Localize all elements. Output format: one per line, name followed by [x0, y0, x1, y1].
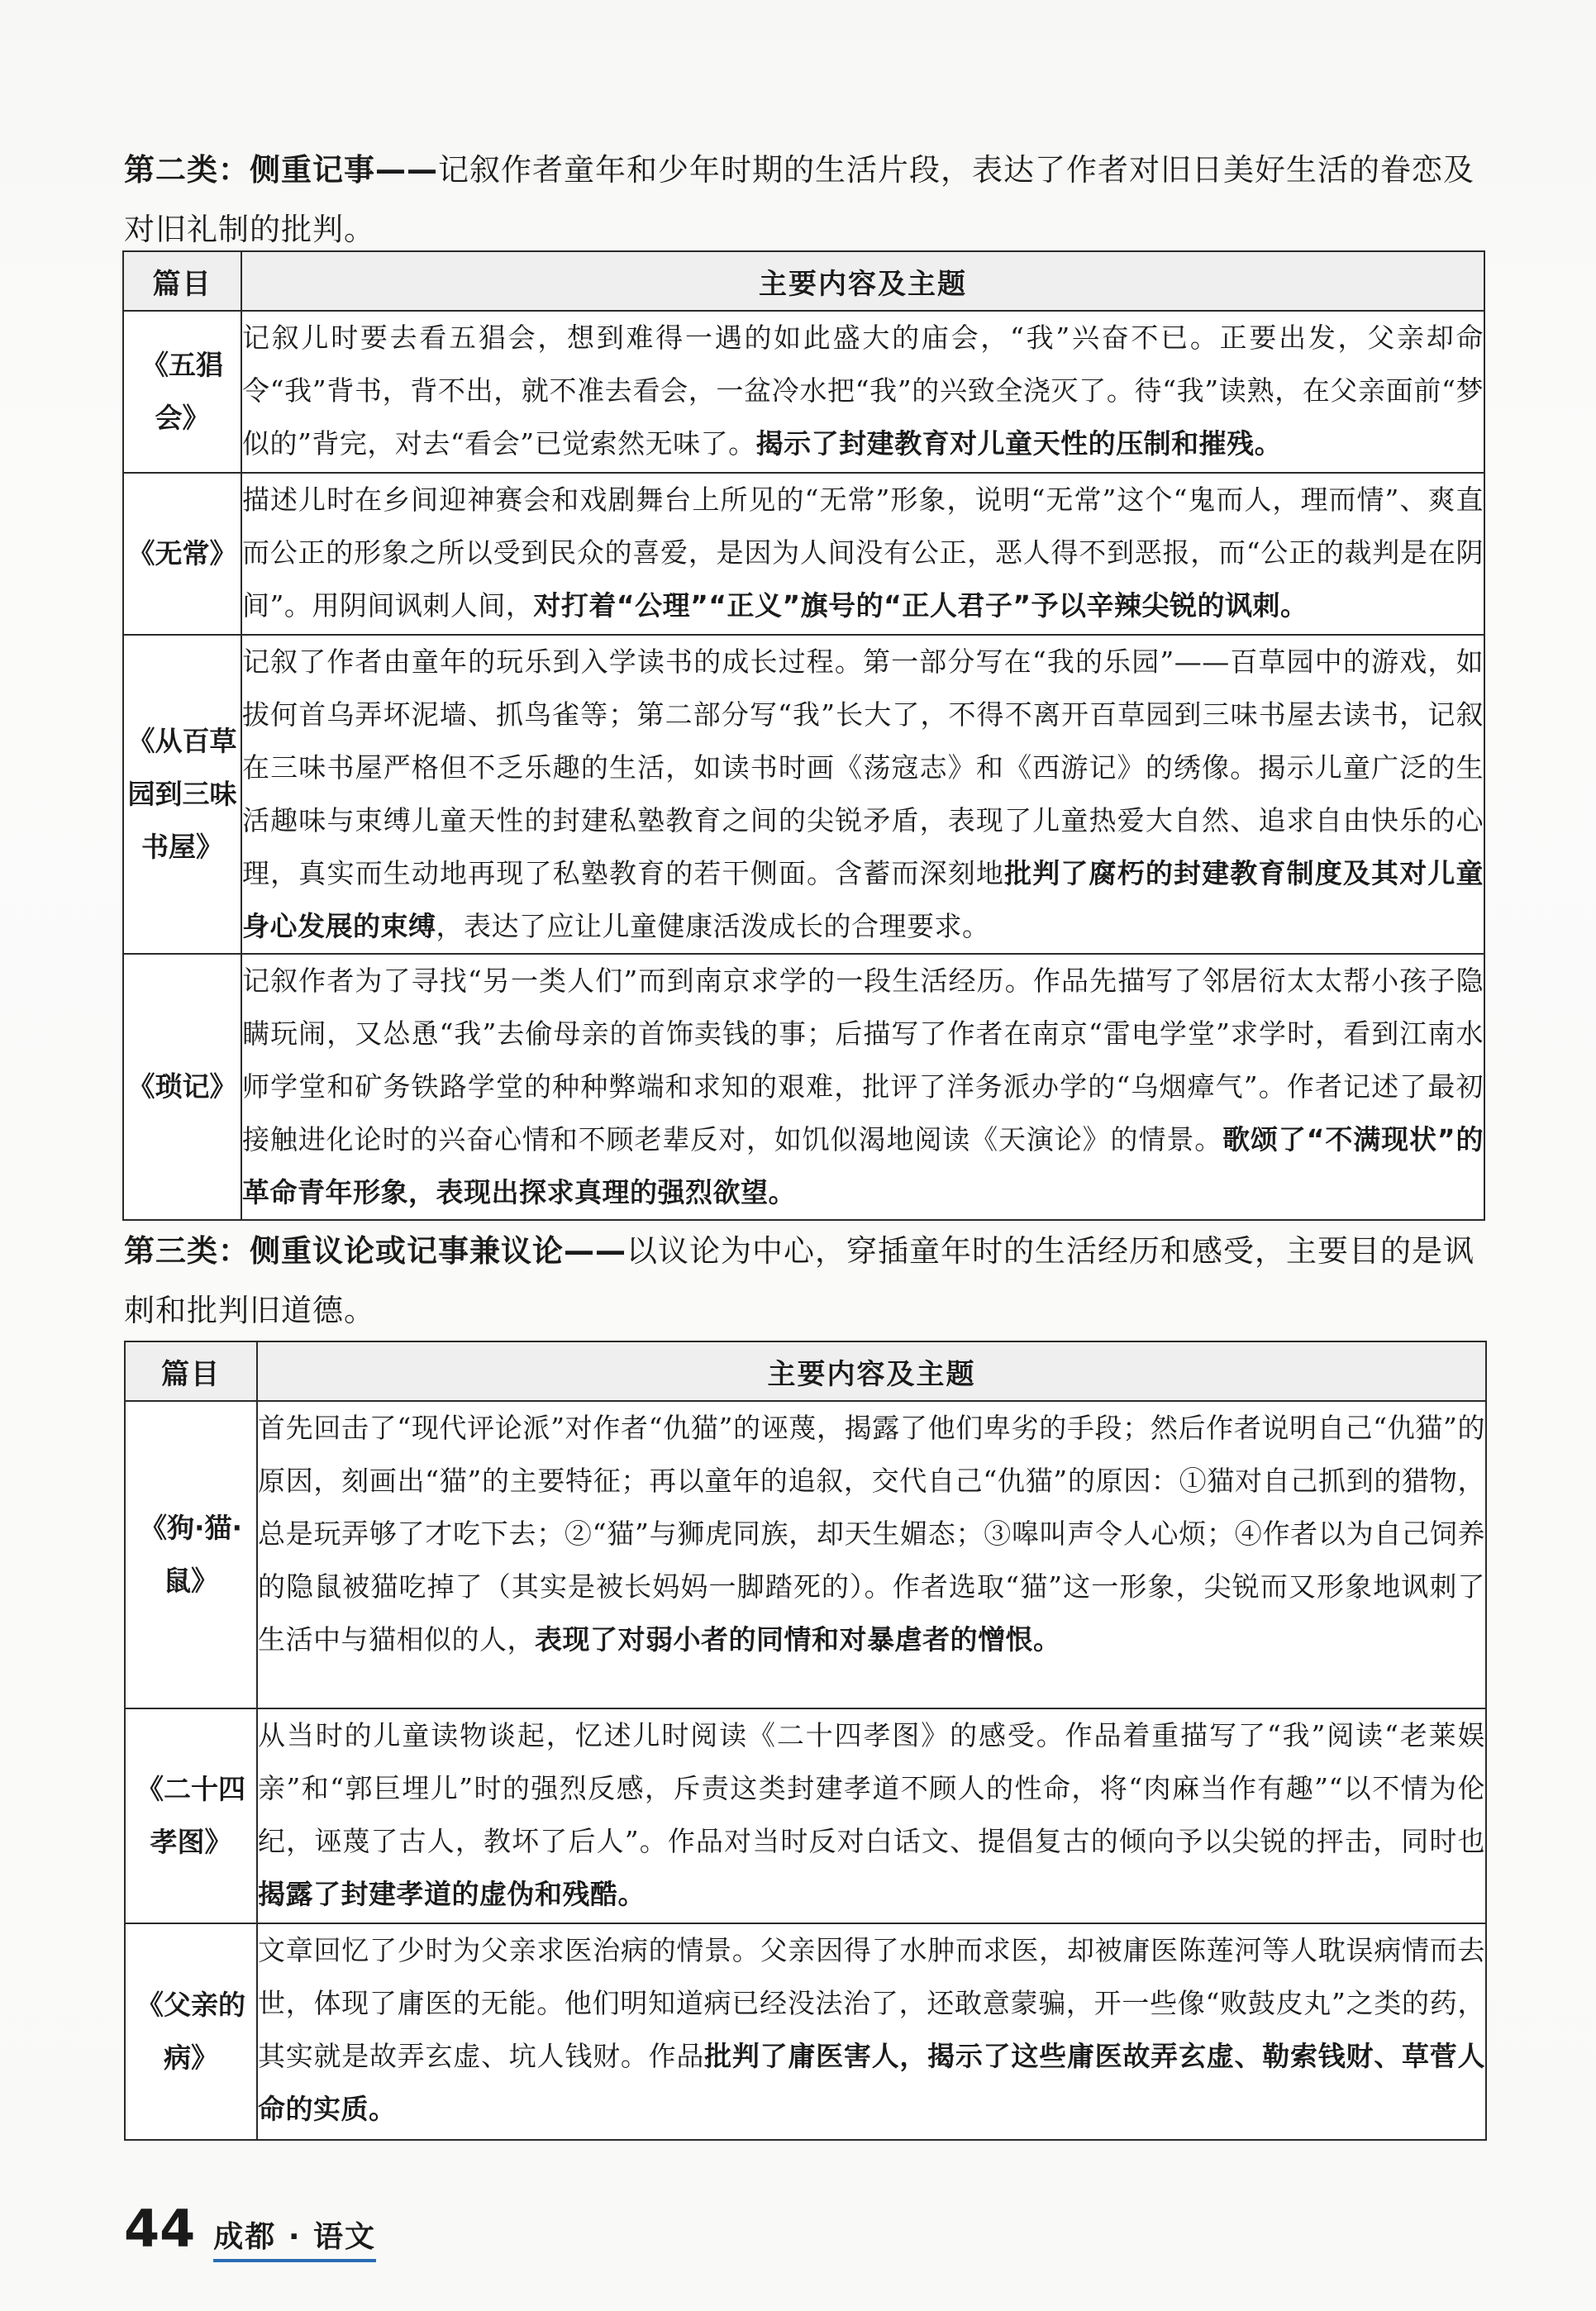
section2-desc: 记叙作者童年和少年时期的生活片段，表达了作者对旧日美好生活的眷恋及对旧礼制的批判。: [124, 152, 1475, 247]
row-text: 首先回击了“现代评论派”对作者“仇猫”的诬蔑，揭露了他们卑劣的手段；然后作者说明自己“仇猫”的原因，刻画出“猫”的主要特征；再以童年的追叙，交代自己“仇猫”的原因：①猫对自己抓到的猎物，总是玩弄够了才吃下去；②“猫”与狮虎同族，却天生媚态；③嗥叫声令人心烦；④作者以为自己饲养的隐鼠被猫吃掉了（其实是被长妈妈一脚踏死的）。作者选取“猫”这一形象，尖锐而又形象地讽刺了生活中与猫相似的人，: [258, 1412, 1485, 1656]
table-row: [125, 1401, 1486, 1708]
section3-desc: 以议论为中心，穿插童年时的生活经历和感受，主要目的是讽刺和批判旧道德。: [124, 1233, 1475, 1328]
row-theme: 揭露了封建孝道的虚伪和残酷。: [258, 1878, 646, 1910]
row-text: 记叙了作者由童年的玩乐到入学读书的成长过程。第一部分写在“我的乐园”——百草园中的游戏，如拔何首乌弄坏泥墙、抓鸟雀等；第二部分写“我”长大了，不得不离开百草园到三味书屋去读书，记叙在三味书屋严格但不乏乐趣的生活，如读书时画《荡寇志》和《西游记》的绣像。揭示儿童广泛的生活趣味与束缚儿童天性的封建私塾教育之间的尖锐矛盾，表现了儿童热爱大自然、追求自由快乐的心理，真实而生动地再现了私塾教育的若干侧面。含蓄而深刻地: [242, 646, 1484, 889]
row-content: [241, 635, 1484, 954]
row-title: 《无常》: [123, 473, 241, 635]
row-content: [257, 1401, 1486, 1708]
row-content: [241, 311, 1484, 473]
column-header-content: 主要内容及主题: [257, 1341, 1486, 1401]
column-header-title: 篇目: [125, 1341, 257, 1401]
row-title: 《五猖会》: [123, 311, 241, 473]
section2-table: [122, 250, 1485, 1221]
row-title: 《琐记》: [123, 954, 241, 1220]
table-row: [125, 1923, 1486, 2140]
row-after: ，表达了应让儿童健康活泼成长的合理要求。: [436, 910, 990, 942]
row-text: 记叙儿时要去看五猖会，想到难得一遇的如此盛大的庙会，“我”兴奋不已。正要出发，父亲却命令“我”背书，背不出，就不准去看会，一盆冷水把“我”的兴致全浇灭了。待“我”读熟，在父亲面前“梦似的”背完，对去“看会”已觉索然无味了。: [242, 322, 1484, 460]
row-theme: 批判了腐朽的封建教育制度及其对儿童身心发展的束缚: [242, 857, 1484, 942]
row-text: 记叙作者为了寻找“另一类人们”而到南京求学的一段生活经历。作品先描写了邻居衍太太帮小孩子隐瞒玩闹，又怂恿“我”去偷母亲的首饰卖钱的事；后描写了作者在南京“雷电学堂”求学时，看到江南水师学堂和矿务铁路学堂的种种弊端和求知的艰难，批评了洋务派办学的“乌烟瘴气”。作者记述了最初接触进化论时的兴奋心情和不顾老辈反对，如饥似渴地阅读《天演论》的情景。: [242, 965, 1484, 1156]
section2-intro: [124, 141, 1488, 260]
section2-lead: 第二类：侧重记事——: [124, 152, 438, 188]
table-row: [125, 1708, 1486, 1923]
table-row: [123, 954, 1484, 1220]
section3-lead: 第三类：侧重议论或记事兼议论——: [124, 1233, 626, 1269]
row-theme: 对打着“公理”“正义”旗号的“正人君子”予以辛辣尖锐的讽刺。: [533, 589, 1308, 622]
section3-intro: [124, 1222, 1488, 1341]
row-theme: 表现了对弱小者的同情和对暴虐者的憎恨。: [535, 1623, 1061, 1656]
row-title: 《从百草园到三味书屋》: [123, 635, 241, 954]
row-content: [241, 954, 1484, 1220]
row-content: [241, 473, 1484, 635]
table-row: [123, 635, 1484, 954]
table-header-row: [125, 1341, 1486, 1401]
row-content: [257, 1923, 1486, 2140]
page-number: 44: [124, 2199, 196, 2259]
row-title: 《狗·猫·鼠》: [125, 1401, 257, 1708]
row-content: [257, 1708, 1486, 1923]
row-text: 描述儿时在乡间迎神赛会和戏剧舞台上所见的“无常”形象，说明“无常”这个“鬼而人，理而情”、爽直而公正的形象之所以受到民众的喜爱，是因为人间没有公正，恶人得不到恶报，而“公正的裁判是在阴间”。用阴间讽刺人间，: [242, 484, 1484, 622]
section3-table: [124, 1341, 1487, 2141]
page-footer: [124, 2199, 376, 2262]
book-brand: 成都 · 语文: [213, 2213, 376, 2262]
column-header-content: 主要内容及主题: [241, 251, 1484, 311]
column-header-title: 篇目: [123, 251, 241, 311]
table-header-row: [123, 251, 1484, 311]
row-theme: 歌颂了“不满现状”的革命青年形象，表现出探求真理的强烈欲望。: [242, 1123, 1484, 1208]
row-text: 从当时的儿童读物谈起，忆述儿时阅读《二十四孝图》的感受。作品着重描写了“我”阅读“老莱娱亲”和“郭巨埋儿”时的强烈反感，斥责这类封建孝道不顾人的性命，将“肉麻当作有趣”“以不情为伦纪，诬蔑了古人，教坏了后人”。作品对当时反对白话文、提倡复古的倾向予以尖锐的抨击，同时也: [258, 1719, 1485, 1857]
row-title: 《二十四孝图》: [125, 1708, 257, 1923]
row-title: 《父亲的病》: [125, 1923, 257, 2140]
table-row: [123, 311, 1484, 473]
row-theme: 揭示了封建教育对儿童天性的压制和摧残。: [755, 427, 1283, 460]
row-text: 文章回忆了少时为父亲求医治病的情景。父亲因得了水肿而求医，却被庸医陈莲河等人耽误病情而去世，体现了庸医的无能。他们明知道病已经没法治了，还敢意蒙骗，开一些像“败鼓皮丸”之类的药，其实就是故弄玄虚、坑人钱财。作品: [258, 1934, 1485, 2072]
table-row: [123, 473, 1484, 635]
row-theme: 批判了庸医害人，揭示了这些庸医故弄玄虚、勒索钱财、草菅人命的实质。: [258, 2040, 1486, 2125]
